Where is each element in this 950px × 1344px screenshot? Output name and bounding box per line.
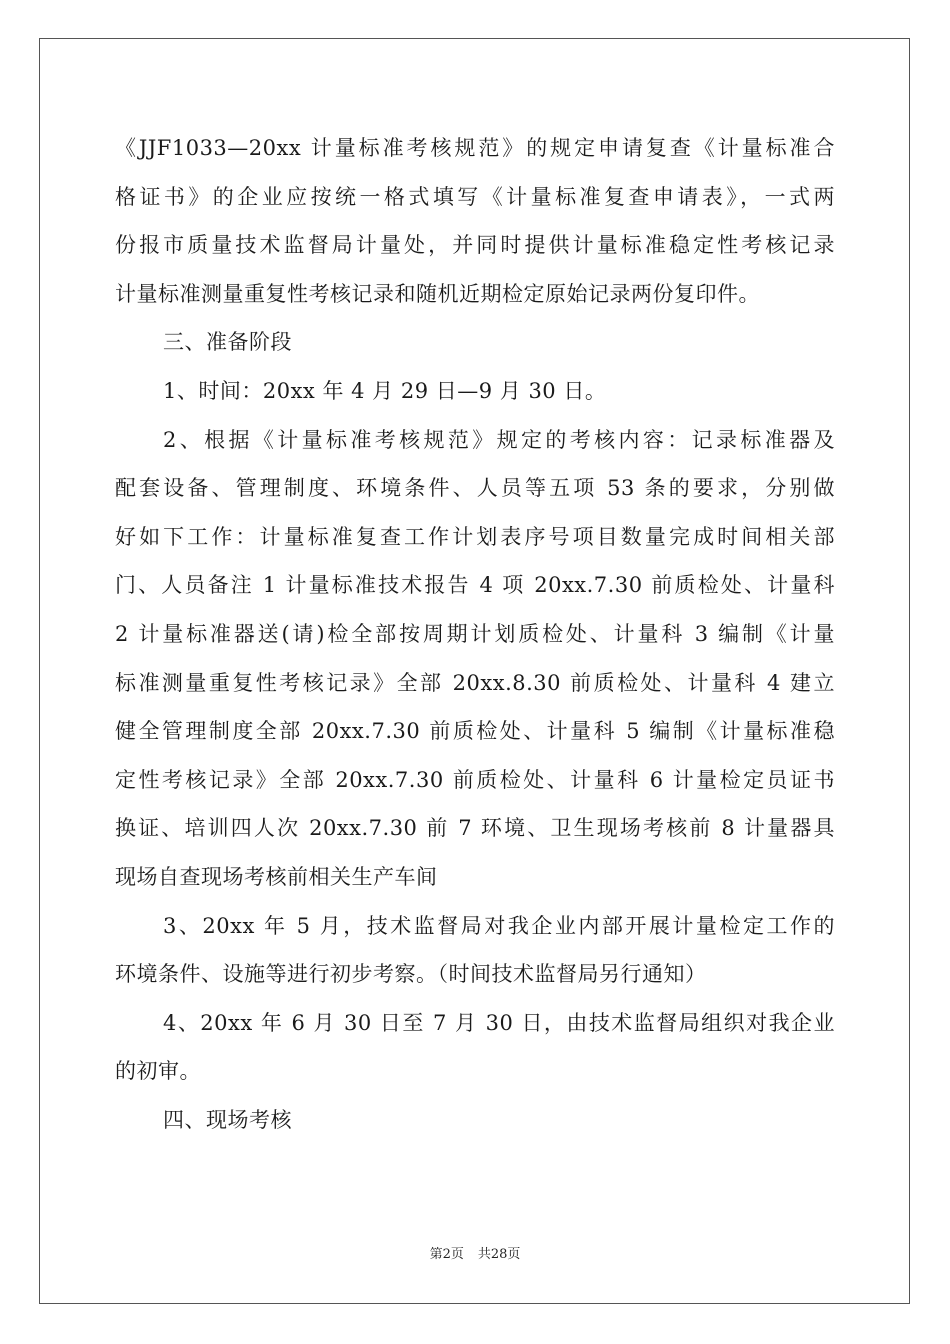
text-line: 2、根据《计量标准考核规范》规定的考核内容：记录标准器及 [163,427,835,452]
text-line: 门、人员备注 1 计量标准技术报告 4 项 20xx.7.30 前质检处、计量科 [115,573,835,598]
text-line: 4、20xx 年 6 月 30 日至 7 月 30 日，由技术监督局组织对我企业 [163,1010,835,1035]
page-total: 共28页 [477,1247,521,1262]
section-heading: 三、准备阶段 [163,330,292,355]
text-line: 配套设备、管理制度、环境条件、人员等五项 53 条的要求，分别做 [115,476,835,501]
page-footer [0,1246,950,1264]
text-line: 的初审。 [115,1059,201,1084]
text-line: 计量标准测量重复性考核记录和随机近期检定原始记录两份复印件。 [115,281,760,306]
text-line: 格证书》的企业应按统一格式填写《计量标准复查申请表》，一式两 [115,184,835,209]
document-body [115,124,835,1144]
text-line: 换证、培训四人次 20xx.7.30 前 7 环境、卫生现场考核前 8 计量器具 [115,816,835,841]
text-line: 健全管理制度全部 20xx.7.30 前质检处、计量科 5 编制《计量标准稳 [115,719,835,744]
section-heading: 四、现场考核 [163,1107,292,1132]
page-number: 第2页 [429,1247,464,1262]
text-line: 标准测量重复性考核记录》全部 20xx.8.30 前质检处、计量科 4 建立 [115,670,835,695]
text-line: 《JJF1033—20xx 计量标准考核规范》的规定申请复查《计量标准合 [115,136,835,160]
text-line: 现场自查现场考核前相关生产车间 [115,864,438,889]
text-line: 环境条件、设施等进行初步考察。（时间技术监督局另行通知） [115,962,707,987]
text-line: 1、时间：20xx 年 4 月 29 日—9 月 30 日。 [163,378,607,403]
text-line: 3、20xx 年 5 月，技术监督局对我企业内部开展计量检定工作的 [163,913,835,938]
text-line: 好如下工作：计量标准复查工作计划表序号项目数量完成时间相关部 [115,524,835,549]
text-line: 份报市质量技术监督局计量处，并同时提供计量标准稳定性考核记录 [115,233,835,258]
text-line: 定性考核记录》全部 20xx.7.30 前质检处、计量科 6 计量检定员证书 [115,767,835,792]
text-line: 2 计量标准器送(请)检全部按周期计划质检处、计量科 3 编制《计量 [115,621,835,646]
